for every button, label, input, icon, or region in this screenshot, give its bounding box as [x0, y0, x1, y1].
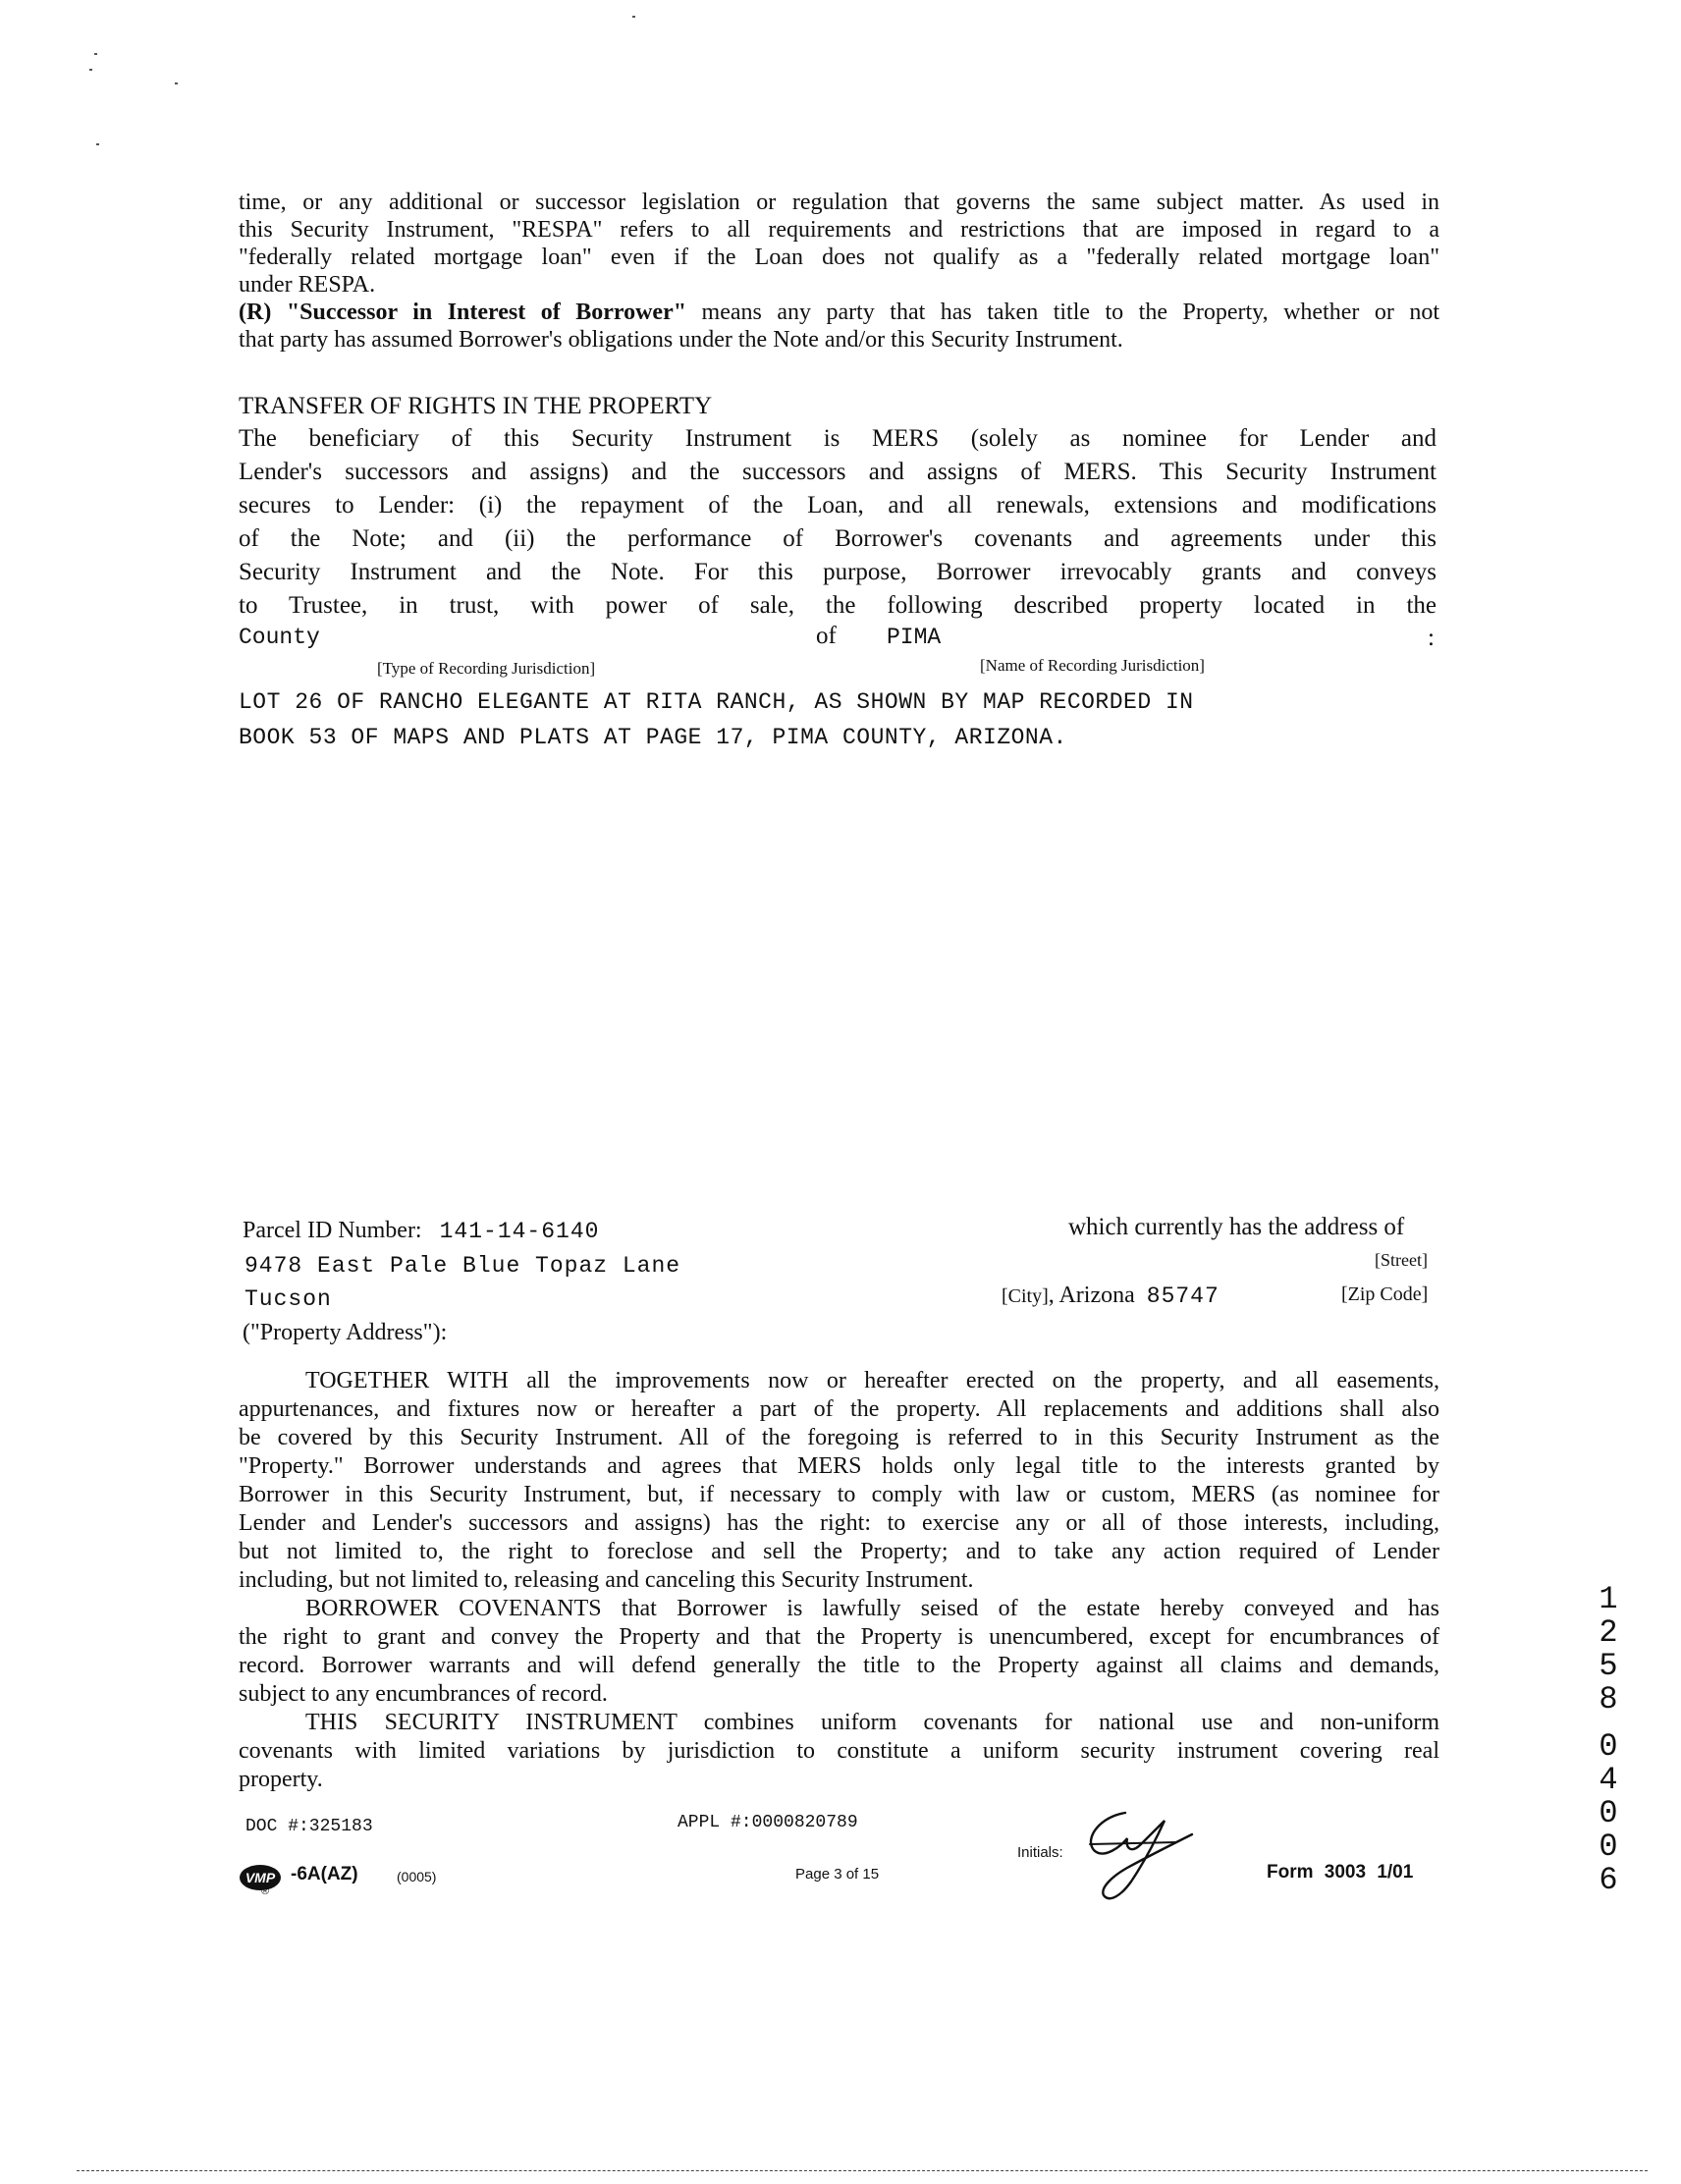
parcel-id-value: 141-14-6140 [439, 1219, 600, 1244]
stamp-digit: 4 [1599, 1762, 1618, 1798]
state-separator: , Arizona [1048, 1283, 1135, 1308]
transfer-paragraph [239, 422, 1437, 623]
form-name: Form 3003 1/01 [1267, 1862, 1414, 1883]
paragraph-line: including, but not limited to, releasing and canceling this Security Instrument. [239, 1567, 974, 1593]
paragraph-line: the right to grant and convey the Property and that the Property is unencumbered, except for encumbrances of [239, 1624, 1439, 1650]
zip-value: 85747 [1146, 1283, 1220, 1309]
stamp-digit: 2 [1599, 1614, 1618, 1651]
legal-description-line: BOOK 53 OF MAPS AND PLATS AT PAGE 17, PIMA COUNTY, ARIZONA. [239, 725, 1067, 750]
paragraph-line: THIS SECURITY INSTRUMENT combines uniform covenants for national use and non-uniform [305, 1710, 1439, 1735]
stamp-digit: 8 [1599, 1681, 1618, 1718]
doc-number: DOC #:325183 [245, 1817, 373, 1836]
svg-text:®: ® [260, 1885, 270, 1895]
paragraph-line: Lender and Lender's successors and assigns) has the right: to exercise any or all of those interests, including, [239, 1510, 1439, 1536]
scan-speck [94, 53, 97, 55]
scan-speck [632, 16, 635, 18]
paragraph-line: appurtenances, and fixtures now or hereafter a part of the property. All replacements and additions shall also [239, 1396, 1439, 1422]
paragraph-line: record. Borrower warrants and will defend generally the title to the Property against all claims and demands, [239, 1653, 1439, 1678]
paragraph-line: TOGETHER WITH all the improvements now or hereafter erected on the property, and all easements, [305, 1368, 1439, 1393]
initials-signature [1070, 1799, 1208, 1909]
section-heading: TRANSFER OF RIGHTS IN THE PROPERTY [239, 393, 713, 419]
defined-term: "Successor in Interest of Borrower" [286, 300, 687, 325]
stamp-digit: 1 [1599, 1581, 1618, 1617]
paragraph-line: The beneficiary of this Security Instrument is MERS (solely as nominee for Lender and [239, 425, 1437, 452]
section-letter: (R) [239, 300, 272, 325]
vmp-logo [239, 1864, 296, 1895]
name-of-jurisdiction-label: [Name of Recording Jurisdiction] [980, 656, 1205, 675]
paragraph-line: "federally related mortgage loan" even if the Loan does not qualify as a "federally related mortgage loan" [239, 245, 1439, 270]
scan-speck [96, 143, 99, 145]
paragraph-line: Lender's successors and assigns) and the successors and assigns of MERS. This Security Instrument [239, 459, 1437, 485]
definition-text: means any party that has taken title to the Property, whether or not [686, 300, 1440, 325]
paragraph-line: BORROWER COVENANTS that Borrower is lawfully seised of the estate hereby conveyed and has [305, 1596, 1439, 1621]
form-code: -6A(AZ) [291, 1864, 358, 1884]
city-value: Tucson [244, 1286, 332, 1312]
appl-number: APPL #:0000820789 [678, 1813, 858, 1832]
type-of-jurisdiction-label: [Type of Recording Jurisdiction] [377, 659, 596, 678]
paragraph-line: of the Note; and (ii) the performance of Borrower's covenants and agreements under this [239, 525, 1437, 552]
city-state-zip [1002, 1283, 1220, 1309]
svg-text:VMP: VMP [244, 1870, 276, 1885]
paragraph-line: time, or any additional or successor legislation or regulation that governs the same subject matter. As used in [239, 190, 1439, 215]
paragraph-line: Security Instrument and the Note. For this purpose, Borrower irrevocably grants and conveys [239, 559, 1437, 585]
scan-speck [175, 82, 178, 84]
property-address-label: ("Property Address"): [243, 1320, 448, 1345]
parcel-id-row [243, 1218, 599, 1244]
initials-label: Initials: [1017, 1844, 1063, 1861]
city-label: [City] [1002, 1285, 1049, 1307]
paragraph-line: that party has assumed Borrower's obligations under the Note and/or this Security Instrument. [239, 327, 1123, 353]
paragraph-line: property. [239, 1767, 323, 1792]
form-revision: (0005) [397, 1869, 437, 1884]
paragraph-line: subject to any encumbrances of record. [239, 1681, 608, 1707]
respa-paragraph [239, 189, 1439, 354]
stamp-digit: 0 [1599, 1795, 1618, 1831]
paragraph-line: covenants with limited variations by jurisdiction to constitute a uniform security instrument covering real [239, 1738, 1439, 1764]
jurisdiction-type: County [239, 625, 320, 650]
stamp-digit: 5 [1599, 1648, 1618, 1684]
paragraph-line: under RESPA. [239, 272, 376, 298]
covenants-section [239, 1367, 1439, 1794]
paragraph-line: Borrower in this Security Instrument, but, if necessary to comply with law or custom, MERS (as nominee for [239, 1482, 1439, 1507]
legal-description-line: LOT 26 OF RANCHO ELEGANTE AT RITA RANCH, AS SHOWN BY MAP RECORDED IN [239, 689, 1194, 715]
zip-label: [Zip Code] [1341, 1283, 1429, 1305]
stamp-digit: 0 [1599, 1728, 1618, 1765]
colon: : [1428, 625, 1435, 651]
recording-number-stamp [1589, 1583, 1628, 1897]
successor-definition [239, 299, 1439, 326]
paragraph-line: secures to Lender: (i) the repayment of the Loan, and all renewals, extensions and modifications [239, 492, 1437, 519]
paragraph-line: be covered by this Security Instrument. All of the foregoing is referred to in this Security Instrument as the [239, 1425, 1439, 1450]
page-bottom-rule [77, 2170, 1648, 2171]
address-intro: which currently has the address of [1068, 1214, 1405, 1240]
page-number: Page 3 of 15 [795, 1866, 880, 1883]
paragraph-line: but not limited to, the right to foreclose and sell the Property; and to take any action required of Lender [239, 1539, 1439, 1564]
paragraph-line: to Trustee, in trust, with power of sale, the following described property located in the [239, 592, 1437, 619]
parcel-id-label: Parcel ID Number: [243, 1218, 422, 1243]
paragraph-line: "Property." Borrower understands and agrees that MERS holds only legal title to the interests granted by [239, 1453, 1439, 1479]
paragraph-line: this Security Instrument, "RESPA" refers to all requirements and restrictions that are imposed in regard to a [239, 217, 1439, 243]
street-label: [Street] [1375, 1250, 1428, 1270]
street-address: 9478 East Pale Blue Topaz Lane [244, 1253, 681, 1279]
stamp-digit: 6 [1599, 1862, 1618, 1898]
scan-speck [89, 69, 92, 71]
jurisdiction-name: PIMA [887, 625, 942, 650]
stamp-digit: 0 [1599, 1829, 1618, 1865]
of-word: of [816, 623, 837, 649]
